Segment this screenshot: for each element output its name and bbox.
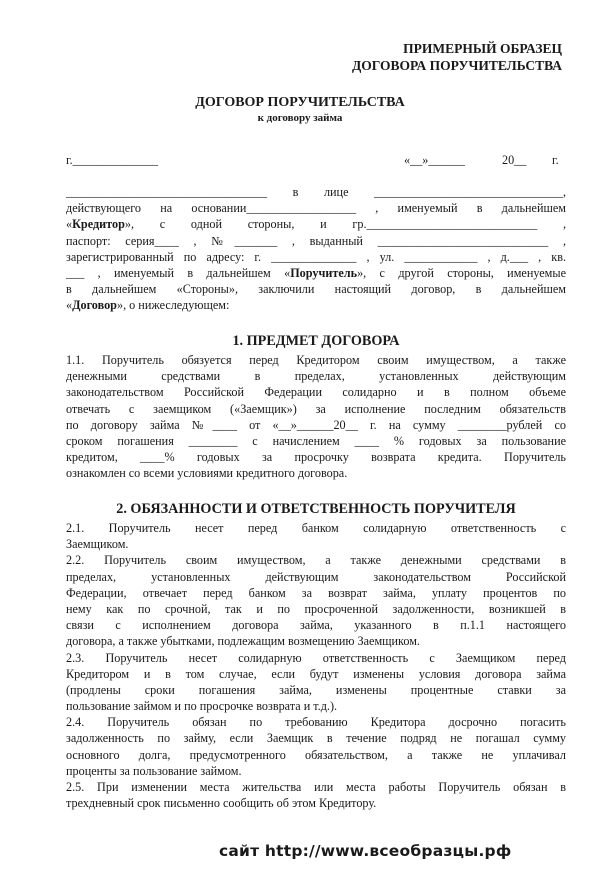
party-name-bold: Кредитор <box>72 217 125 232</box>
section-2-line: трехдневный срок письменно сообщить об этом Кредитору. <box>66 796 377 811</box>
section-2-line: 2.1. Поручитель несет перед банком солидарную ответственность с <box>66 521 566 535</box>
sample-label-line1: ПРИМЕРНЫЙ ОБРАЗЕЦ <box>403 41 562 56</box>
preamble-line <box>66 233 566 249</box>
document-subtitle: к договору займа <box>257 112 343 124</box>
section-2-line: пределах, установленных действующим законодательством Российской <box>66 569 566 584</box>
section-2-line: основного долга, предусмотренного обязательством, а также не уплачивал <box>66 747 566 762</box>
preamble-line <box>66 265 566 281</box>
sample-label-line2: ДОГОВОРА ПОРУЧИТЕЛЬСТВА <box>351 58 562 73</box>
section-2-line: 2.4. Поручитель обязан по требованию Кредитора досрочно погасить <box>66 715 566 730</box>
text-segment: », с одной стороны, и гр.____________________________ , <box>124 217 566 232</box>
preamble-line <box>66 200 566 216</box>
section-2-line: 2.3. Поручитель несет солидарную ответственность с Заемщиком перед <box>66 650 566 665</box>
section-2-line: Заемщиком. <box>66 537 129 552</box>
preamble-line <box>66 216 566 232</box>
section-2-line: Федерации, отвечает перед банком за возврат займа, уплату процентов по <box>66 585 566 600</box>
website-footer[interactable]: сайт http://www.всеобразцы.рф <box>219 842 512 860</box>
text-segment: в дальнейшем «Стороны», заключили настоящий договор, в дальнейшем <box>66 282 566 297</box>
section-1-heading: 1. ПРЕДМЕТ ДОГОВОРА <box>232 333 400 349</box>
text-segment: ___ , именуемый в дальнейшем « <box>66 265 291 280</box>
section-1-line: ознакомлен со всеми условиями кредитного договора. <box>66 466 348 481</box>
text-segment: », с другой стороны, именуемые <box>357 265 566 280</box>
section-1-line: законодательством Российской Федерации солидарно и в полном объеме <box>66 385 566 400</box>
city-field: г.______________ <box>66 153 158 167</box>
section-1-line: 1.1. Поручитель обязуется перед Кредитором своим имуществом, а также <box>66 353 566 367</box>
text-segment: », о нижеследующем: <box>116 298 230 313</box>
section-1-line: отвечать с заемщиком («Заемщик») за исполнение последним обязательств <box>66 401 566 416</box>
party-name-bold: Поручитель <box>290 265 358 280</box>
section-2-line: связи с исполнением договора займа, указанного в п.1.1 настоящего <box>66 618 566 633</box>
preamble <box>66 184 566 314</box>
text-segment: действующего на основании__________________ , именуемый в дальнейшем <box>66 201 566 216</box>
section-2-line: 2.2. Поручитель своим имуществом, а также денежными средствами в <box>66 553 566 568</box>
year-suffix: г. <box>552 153 559 167</box>
section-1-line: кредитом, ____% годовых за просрочку возврата кредита. Поручитель <box>66 450 566 465</box>
preamble-line <box>66 297 566 313</box>
text-segment: зарегистрированный по адресу: г. ______________ , ул. ____________ , д.___ , кв. <box>66 249 566 264</box>
preamble-line <box>66 249 566 265</box>
section-1-line: денежными средствами в пределах, установленных действующим <box>66 369 566 384</box>
text-segment: « <box>66 217 73 232</box>
section-2-line: нему как по срочной, так и по просроченной задолженности, возникшей в <box>66 601 566 616</box>
document-title: ДОГОВОР ПОРУЧИТЕЛЬСТВА <box>195 95 405 110</box>
text-segment: _________________________________ в лице _______________________________, <box>66 185 566 199</box>
section-1 <box>66 330 566 482</box>
section-2-line: 2.5. При изменении места жительства или места работы Поручитель обязан в <box>66 780 566 794</box>
party-name-bold: Договор <box>72 298 117 313</box>
sample-label <box>352 40 562 74</box>
section-2-line: (продлены сроки погашения займа, изменены процентные ставки за <box>66 682 566 697</box>
text-segment: « <box>66 298 73 313</box>
section-2 <box>66 498 566 811</box>
year-field: 20__ <box>502 153 527 167</box>
section-1-line: сроком погашения ________ с начислением ____ % годовых за пользование <box>66 433 566 448</box>
preamble-line <box>66 281 566 297</box>
preamble-line <box>66 184 566 200</box>
section-1-line: по договору займа №____ от «__»______20__ г. на сумму ________рублей со <box>66 417 566 432</box>
text-segment: паспорт: серия____ , №_______ , выданный ____________________________ , <box>66 233 566 248</box>
section-2-line: проценты за пользование займом. <box>66 763 242 778</box>
place-date-line <box>66 152 566 168</box>
section-2-line: Кредитором и в том случае, если будут изменены условия договора займа <box>66 666 566 681</box>
day-month-field: «__»______ <box>404 153 465 167</box>
section-2-line: задолженность по займу, если Заемщик в течение подряд не погашал сумму <box>66 731 566 746</box>
section-2-line: договора, а также убытками, подлежащим возмещению Заемщиком. <box>66 634 420 649</box>
section-2-line: пользование займом и по просрочке возврата и т.д.). <box>66 699 338 714</box>
section-2-heading: 2. ОБЯЗАННОСТИ И ОТВЕТСТВЕННОСТЬ ПОРУЧИТЕЛЯ <box>116 501 516 517</box>
